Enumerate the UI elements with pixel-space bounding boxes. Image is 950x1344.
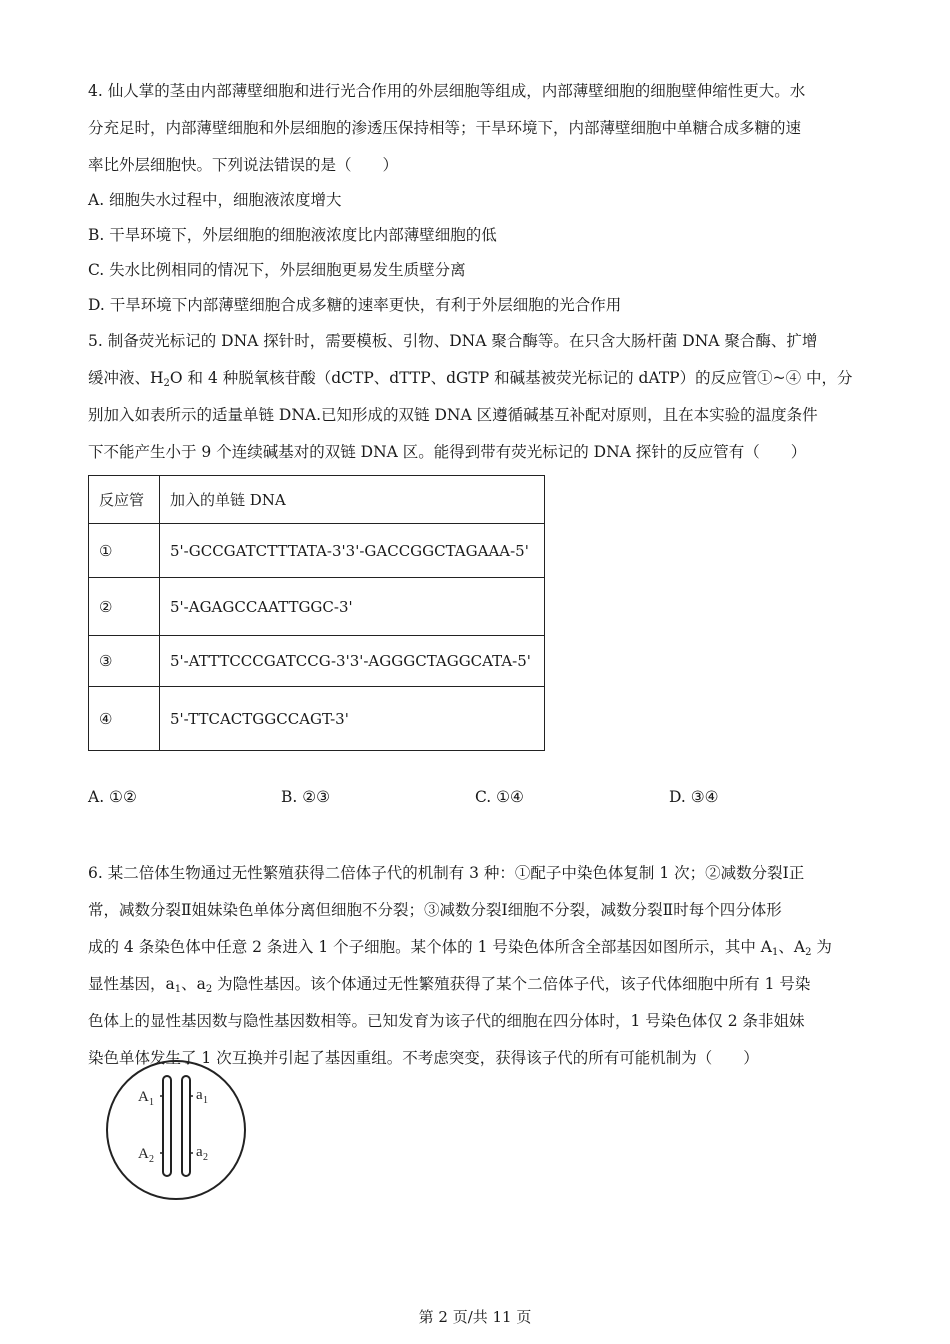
table-cell-dna: 5'-TTCACTGGCCAGT-3' [160,687,545,751]
chromatid-right [182,1076,190,1176]
cell-outline [107,1061,245,1199]
q5-line-2 [88,360,868,402]
q6-line-4-part: 为隐性基因。该个体通过无性繁殖获得了某个二倍体子代，该子代体细胞中所有 1 号染 [212,975,811,993]
q4-option-b: B. 干旱环境下，外层细胞的细胞液浓度比内部薄壁细胞的低 [88,226,497,244]
table-cell-tube: ③ [89,636,160,687]
gene-label-a2-dominant: A [138,1146,149,1162]
table-cell-tube: ① [89,524,160,578]
q4-line-3: 率比外层细胞快。下列说法错误的是（ ） [88,156,399,174]
table-cell-dna: 5'-ATTTCCCGATCCG-3'3'-AGGGCTAGGCATA-5' [160,636,545,687]
table-cell-dna: 5'-AGAGCCAATTGGC-3' [160,578,545,636]
q5-option-c: C. ①④ [475,788,524,806]
gene-label-subscript: 2 [149,1154,154,1165]
q6-line-4-subscript: 2 [205,984,213,995]
q6-line-6: 染色单体发生了 1 次互换并引起了基因重组。不考虑突变，获得该子代的所有可能机制为（ ） [88,1049,759,1067]
table-row [89,524,545,578]
gene-label-a2-recessive: a [196,1144,203,1160]
gene-label-subscript: 1 [203,1095,208,1106]
page-footer: 第 2 页/共 11 页 [418,1308,532,1326]
table-row [89,687,545,751]
chromatid-left [163,1076,171,1176]
table-cell-tube: ② [89,578,160,636]
q6-line-4-part: 、a [181,975,206,993]
q6-line-3-part: 成的 4 条染色体中任意 2 条进入 1 个子细胞。某个体的 1 号染色体所含全部基因如图所示，其中 A [88,938,772,956]
q6-line-3 [88,929,868,971]
q5-options [88,788,868,818]
q6-line-5: 色体上的显性基因数与隐性基因数相等。已知发育为该子代的细胞在四分体时，1 号染色体仅 2 条非姐妹 [88,1012,805,1030]
q5-option-a: A. ①② [88,788,137,806]
q5-line-1: 5. 制备荧光标记的 DNA 探针时，需要模板、引物、DNA 聚合酶等。在只含大肠杆菌 DNA 聚合酶、扩增 [88,332,818,350]
q6-line-4-part: 显性基因，a [88,975,175,993]
q6-line-4-subscript: 1 [174,984,182,995]
table-row [89,578,545,636]
q6-line-3-subscript: 1 [772,947,779,958]
gene-label-subscript: 1 [149,1097,154,1108]
q5-line-2-subscript: 2 [163,378,170,389]
chromosome-diagram [104,1058,248,1202]
q5-line-2-part: O 和 4 种脱氧核苷酸（dCTP、dTTP、dGTP 和碱基被荧光标记的 dATP）的反应管①~④ 中，分 [169,369,853,387]
q6-line-1: 6. 某二倍体生物通过无性繁殖获得二倍体子代的机制有 3 种：①配子中染色体复制 1 次；②减数分裂Ⅰ正 [88,864,805,882]
gene-label-a1-dominant: A [138,1089,149,1105]
table-header-dna: 加入的单链 DNA [160,476,545,524]
gene-label-subscript: 2 [203,1152,208,1163]
table-cell-dna: 5'-GCCGATCTTTATA-3'3'-GACCGGCTAGAAA-5' [160,524,545,578]
q6-line-3-part: 为 [811,938,832,956]
table-cell-tube: ④ [89,687,160,751]
q4-line-2: 分充足时，内部薄壁细胞和外层细胞的渗透压保持相等；干旱环境下，内部薄壁细胞中单糖合成多糖的速 [88,119,802,137]
q5-line-4: 下不能产生小于 9 个连续碱基对的双链 DNA 区。能得到带有荧光标记的 DNA 探针的反应管有（ ） [88,443,807,461]
table-row [89,636,545,687]
q6-line-3-part: 、A [778,938,806,956]
table-header-row [89,476,545,524]
q5-line-2-part: 缓冲液、H [88,369,164,387]
q6-line-2: 常，减数分裂Ⅱ姐妹染色单体分离但细胞不分裂；③减数分裂Ⅰ细胞不分裂，减数分裂Ⅱ时每个四分体形 [88,901,782,919]
table-header-tube: 反应管 [89,476,160,524]
q5-line-3: 别加入如表所示的适量单链 DNA.已知形成的双链 DNA 区遵循碱基互补配对原则，且在本实验的温度条件 [88,406,818,424]
dna-table [88,475,545,751]
q4-option-c: C. 失水比例相同的情况下，外层细胞更易发生质壁分离 [88,261,466,279]
q4-option-d: D. 干旱环境下内部薄壁细胞合成多糖的速率更快，有利于外层细胞的光合作用 [88,296,622,314]
gene-label-a1-recessive: a [196,1087,203,1103]
q6-line-4 [88,966,868,1008]
q4-option-a: A. 细胞失水过程中，细胞液浓度增大 [88,191,342,209]
q5-option-d: D. ③④ [669,788,719,806]
q5-option-b: B. ②③ [281,788,331,806]
q4-line-1: 4. 仙人掌的茎由内部薄壁细胞和进行光合作用的外层细胞等组成，内部薄壁细胞的细胞壁伸缩性更大。水 [88,82,806,100]
q6-line-3-subscript: 2 [805,947,812,958]
